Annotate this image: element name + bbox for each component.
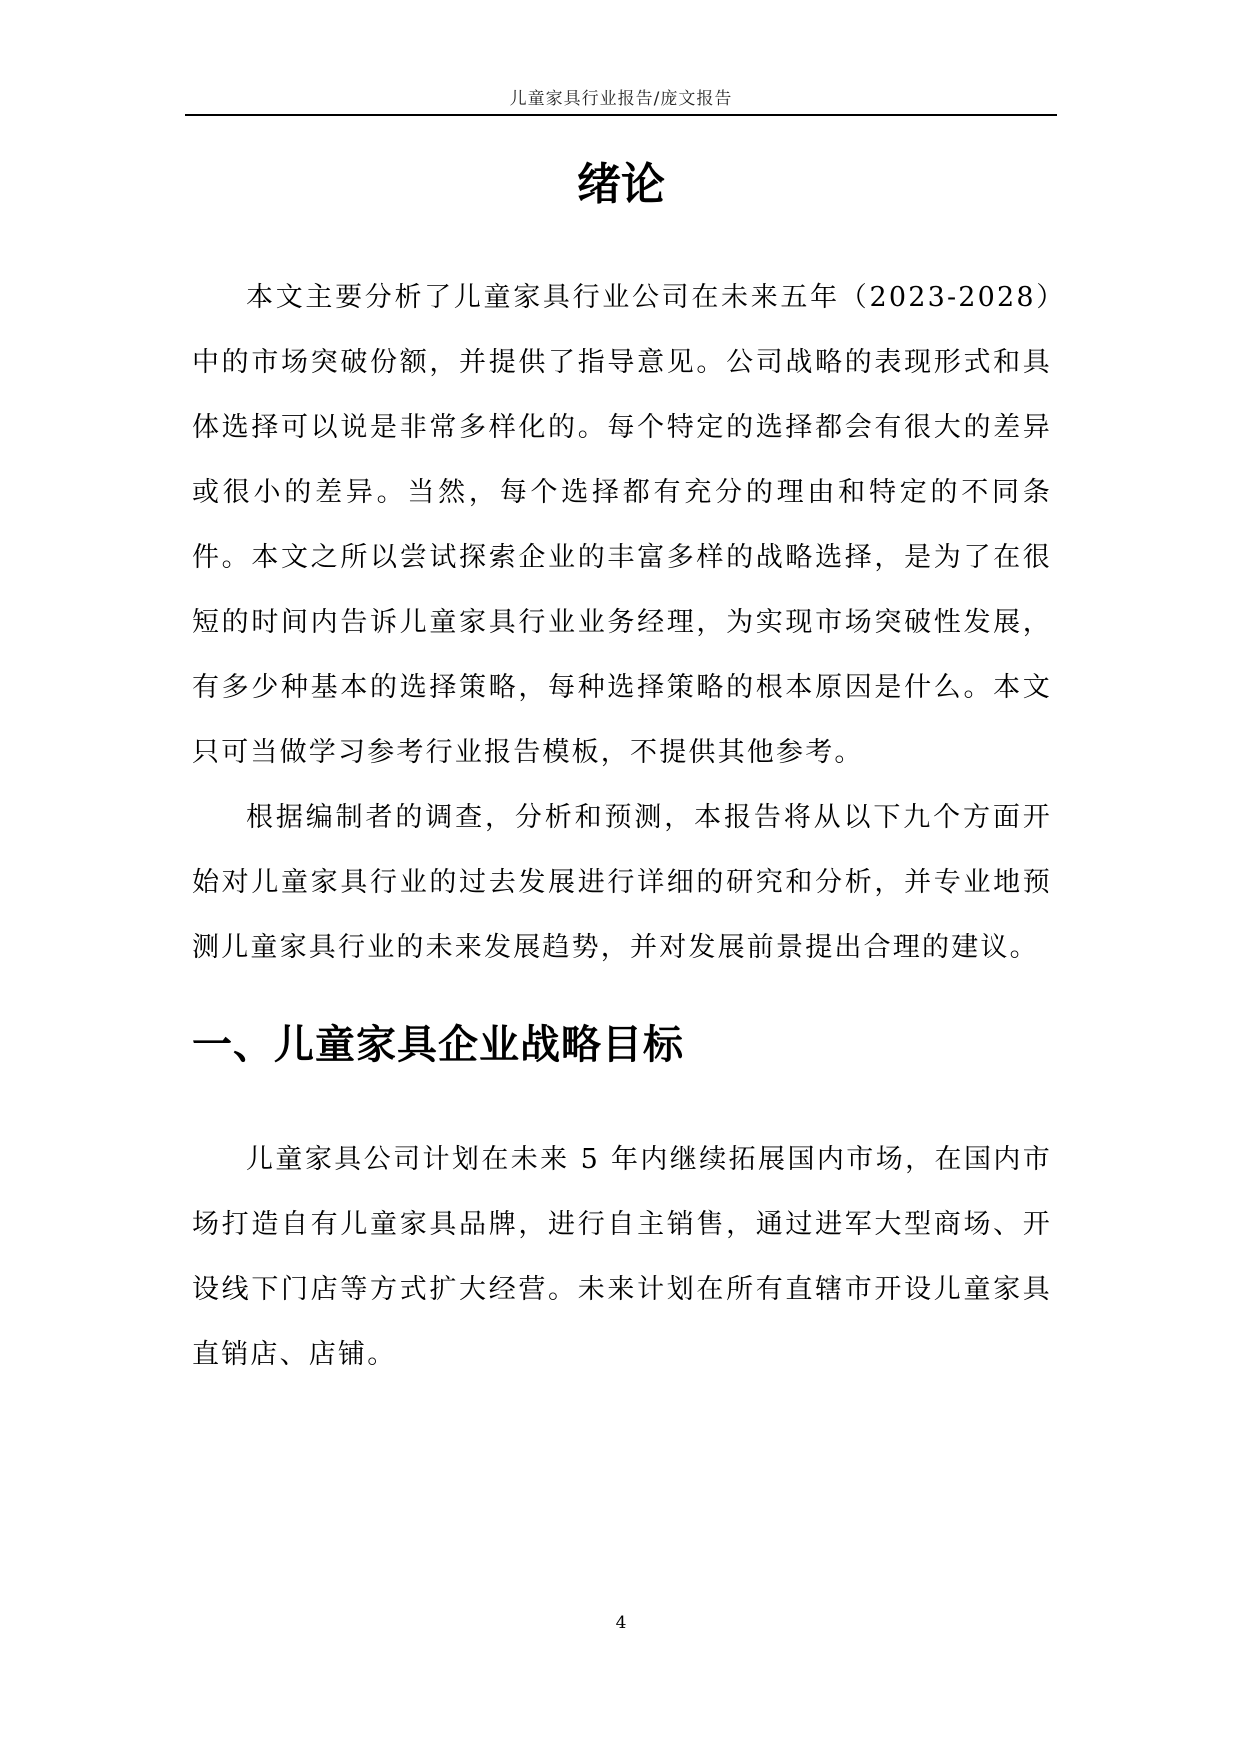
intro-paragraph-1: 本文主要分析了儿童家具行业公司在未来五年（2023-2028）中的市场突破份额，并提供了指导意见。公司战略的表现形式和具体选择可以说是非常多样化的。每个特定的选择都会有很大的差异或很小的差异。当然，每个选择都有充分的理由和特定的不同条件。本文之所以尝试探索企业的丰富多样的战略选择，是为了在很短的时间内告诉儿童家具行业业务经理，为实现市场突破性发展，有多少种基本的选择策略，每种选择策略的根本原因是什么。本文只可当做学习参考行业报告模板，不提供其他参考。 xyxy=(192,282,1052,768)
intro-paragraph-2: 根据编制者的调查，分析和预测，本报告将从以下九个方面开始对儿童家具行业的过去发展进行详细的研究和分析，并专业地预测儿童家具行业的未来发展趋势，并对发展前景提出合理的建议。 xyxy=(192,802,1052,963)
running-header: 儿童家具行业报告/庞文报告 xyxy=(509,89,733,109)
page-number: 4 xyxy=(615,1613,627,1633)
section-heading: 一、儿童家具企业战略目标 xyxy=(192,1022,684,1068)
section-body xyxy=(192,1127,1052,1387)
section-paragraph-1: 儿童家具公司计划在未来 5 年内继续拓展国内市场，在国内市场打造自有儿童家具品牌，进行自主销售，通过进军大型商场、开设线下门店等方式扩大经营。未来计划在所有直辖市开设儿童家具直销店、店铺。 xyxy=(192,1144,1052,1370)
page-title: 绪论 xyxy=(577,159,665,210)
header-divider xyxy=(185,114,1057,116)
intro-body xyxy=(192,265,1052,980)
